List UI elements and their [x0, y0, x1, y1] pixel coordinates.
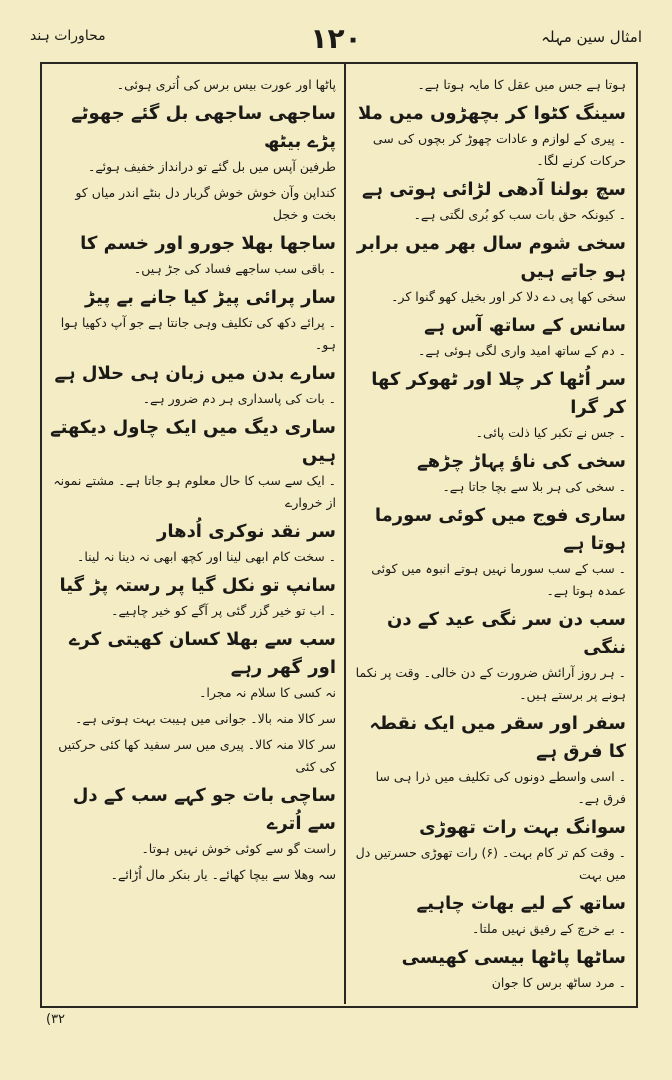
proverb-explanation: سر کالا منہ بالا۔ جوانی میں ہیبت بہت ہوتی ہے۔ [75, 711, 336, 726]
proverb-heading: ساجھی ساجھی بل گئے جھوٹے پڑے بیٹھ [71, 103, 336, 152]
right-column [354, 74, 626, 998]
proverb-entry [354, 890, 626, 940]
proverb-entry [48, 572, 336, 622]
proverb-entry [354, 312, 626, 362]
proverb-explanation: طرفین آپس میں بل گئے تو درانداز خفیف ہوئے۔ [88, 159, 336, 174]
proverb-explanation: ۔ دم کے ساتھ امید واری لگی ہوئی ہے۔ [418, 343, 626, 358]
column-divider [344, 62, 346, 1004]
proverb-heading: سار پرائی پیڑ کیا جانے بے پیڑ [84, 287, 336, 308]
page-header [20, 18, 652, 62]
proverb-entry [48, 74, 336, 96]
proverb-heading: ساٹھا پاٹھا بیسی کھیسی [401, 947, 626, 968]
proverb-entry [354, 710, 626, 810]
proverb-entry [354, 74, 626, 96]
proverb-explanation: ۔ مرد ساٹھ برس کا جوان [491, 975, 626, 990]
proverb-entry [354, 230, 626, 308]
proverb-explanation: ۔ ہر روز آرائش ضرورت کے دن خالی۔ وقت پر نکما ہونے پر برستے ہیں۔ [355, 665, 626, 702]
proverb-explanation: سہ وھلا سے بیچا کھائے۔ یار بنکر مال اُڑائے۔ [110, 867, 336, 882]
proverb-entry [48, 782, 336, 860]
proverb-explanation: ۔ سخت کام ابھی لینا اور کچھ ابھی نہ دینا نہ لینا۔ [77, 549, 336, 564]
proverb-heading: سخی کی ناؤ پہاڑ چڑھے [417, 451, 626, 472]
proverb-explanation: ۔ جس نے تکبر کیا ذلت پائی۔ [475, 425, 626, 440]
proverb-entry [48, 230, 336, 280]
proverb-entry [48, 182, 336, 226]
proverb-entry [354, 448, 626, 498]
proverb-explanation: ہوتا ہے جس میں عقل کا مایہ ہوتا ہے۔ [417, 77, 626, 92]
chapter-title: امثال سین مہلہ [541, 28, 642, 46]
proverb-entry [354, 176, 626, 226]
proverb-heading: سانس کے ساتھ آس ہے [424, 315, 626, 336]
proverb-heading: سر نقد نوکری اُدھار [156, 521, 336, 542]
proverb-heading: سانپ تو نکل گیا پر رستہ پڑ گیا [59, 575, 336, 596]
proverb-heading: سینگ کٹوا کر بچھڑوں میں ملا [358, 103, 626, 124]
proverb-heading: سچ بولنا آدھی لڑائی ہوتی ہے [361, 179, 626, 200]
proverb-explanation: سخی کھا پی دے دلا کر اور بخیل کھو گنوا کر۔ [391, 289, 626, 304]
proverb-entry [48, 626, 336, 704]
proverb-entry [354, 100, 626, 172]
proverb-heading: ساچی بات جو کہے سب کے دل سے اُترے [72, 785, 336, 834]
proverb-heading: سوانگ بہت رات تھوڑی [419, 817, 626, 838]
proverb-explanation: ۔ سب کے سب سورما نہیں ہوتے انبوہ میں کوئی عمدہ ہوتا ہے۔ [371, 561, 626, 598]
proverb-explanation: ۔ بے خرچ کے رفیق نہیں ملتا۔ [472, 921, 626, 936]
proverb-explanation: ۔ سخی کی ہر بلا سے بچا جاتا ہے۔ [442, 479, 626, 494]
proverb-explanation: ۔ باقی سب ساجھے فساد کی جڑ ہیں۔ [133, 261, 336, 276]
proverb-explanation: ۔ پیری کے لوازم و عادات چھوڑ کر بچوں کی سی حرکات کرنے لگا۔ [372, 131, 626, 168]
proverb-explanation: ۔ کیونکہ حق بات سب کو بُری لگتی ہے۔ [413, 207, 626, 222]
book-title: محاورات ہند [30, 28, 106, 44]
proverb-entry [354, 944, 626, 994]
proverb-heading: ساتھ کے لیے بھات چاہیے [416, 893, 626, 914]
proverb-heading: سفر اور سقر میں ایک نقطہ کا فرق ہے [369, 713, 626, 762]
proverb-entry [48, 518, 336, 568]
proverb-heading: سب سے بھلا کسان کھیتی کرے اور گھر رہے [68, 629, 336, 678]
proverb-heading: ساری فوج میں کوئی سورما ہوتا ہے [374, 505, 626, 554]
proverb-heading: ساری دیگ میں ایک چاول دیکھتے ہیں [50, 417, 336, 466]
proverb-explanation: سر کالا منہ کالا۔ پیری میں سر سفید کھا کئی حرکتیں کی کئی [58, 737, 336, 774]
proverb-entry [354, 366, 626, 444]
proverb-entry [48, 100, 336, 178]
proverb-explanation: ۔ ایک سے سب کا حال معلوم ہو جاتا ہے۔ مشتے نمونہ از خروارے [53, 473, 336, 510]
proverb-heading: سخی شوم سال بھر میں برابر ہو جاتے ہیں [356, 233, 626, 282]
proverb-heading: سب دن سر نگی عید کے دن ننگی [387, 609, 626, 658]
proverb-explanation: ۔ وقت کم تر کام بہت۔ (۶) رات تھوڑی حسرتیں دل میں بہت [355, 845, 626, 882]
proverb-entry [354, 814, 626, 886]
proverb-explanation: کنداپن وآن خوش خوش گربار دل بنٹے اندر میاں کو بخت و خجل [75, 185, 336, 222]
proverb-entry [354, 606, 626, 706]
proverb-explanation: پاٹھا اور عورت بیس برس کی اُتری ہوئی۔ [116, 77, 336, 92]
proverb-entry [354, 502, 626, 602]
proverb-explanation: ۔ بات کی پاسداری ہر دم ضرور ہے۔ [142, 391, 336, 406]
page-number: ۱۲۰ [310, 22, 362, 55]
proverb-explanation: راست گو سے کوئی خوش نہیں ہوتا۔ [141, 841, 336, 856]
proverb-explanation: ۔ اسی واسطے دونوں کی تکلیف میں ذرا ہی سا فرق ہے۔ [375, 769, 626, 806]
proverb-entry [48, 360, 336, 410]
proverb-heading: سارے بدن میں زبان ہی حلال ہے [54, 363, 336, 384]
proverb-explanation: ۔ اب تو خیر گزر گئی پر آگے کو خیر چاہیے۔ [111, 603, 336, 618]
proverb-heading: ساجھا بھلا جورو اور خسم کا [80, 233, 336, 254]
proverb-heading: سر اُٹھا کر چلا اور ٹھوکر کھا کر گرا [371, 369, 626, 418]
proverb-entry [48, 708, 336, 730]
proverb-entry [48, 864, 336, 886]
left-column [48, 74, 336, 998]
proverb-explanation: نہ کسی کا سلام نہ مجرا۔ [199, 685, 336, 700]
proverb-explanation: ۔ پرائے دکھ کی تکلیف وہی جانتا ہے جو آپ دکھیا ہوا ہو۔ [60, 315, 336, 352]
proverb-entry [48, 284, 336, 356]
proverb-entry [48, 734, 336, 778]
signature-mark: (۳۲ [46, 1012, 66, 1027]
proverb-entry [48, 414, 336, 514]
